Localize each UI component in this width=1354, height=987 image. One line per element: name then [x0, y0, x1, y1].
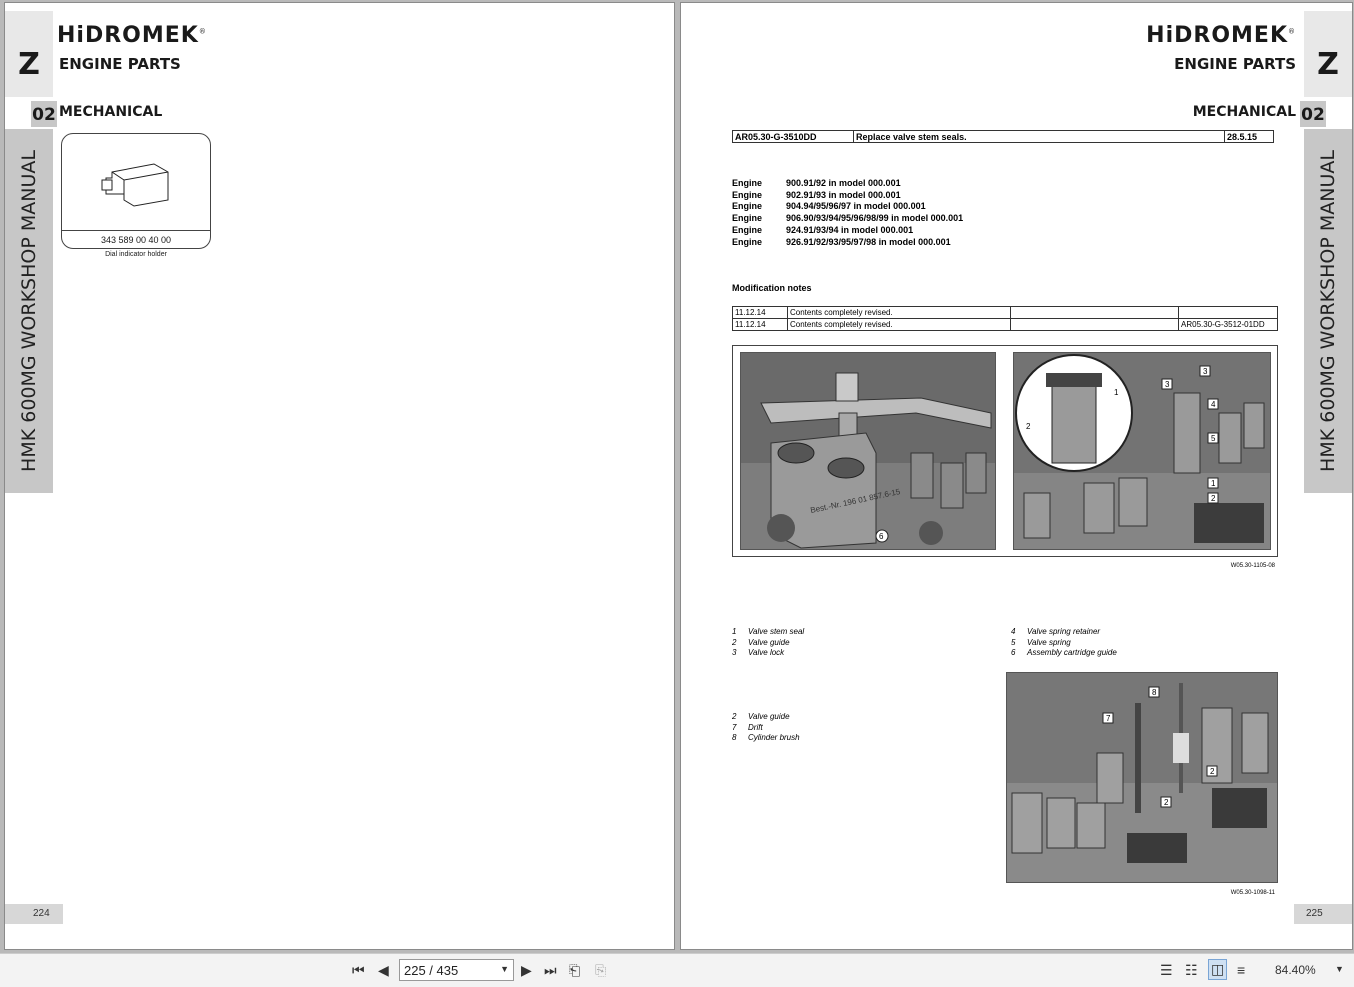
continuous-facing-view-icon[interactable]: ≡ — [1237, 962, 1246, 978]
legend-1-left — [732, 627, 804, 659]
single-page-view-icon[interactable]: ☰ — [1160, 962, 1173, 978]
section-letter: Z — [1304, 11, 1352, 97]
next-page-button[interactable]: ▶ — [521, 962, 532, 978]
side-tab — [5, 129, 53, 493]
viewer-toolbar — [0, 953, 1354, 987]
legend-2 — [732, 712, 800, 744]
table-row: 11.12.14 Contents completely revised. AR05.30-G-3512-01DD — [733, 319, 1278, 331]
engine-row: Engine 924.91/93/94 in model 000.001 — [732, 224, 914, 235]
list-item: 3 Valve lock — [732, 648, 785, 657]
list-item: 2 Valve guide — [732, 712, 790, 721]
page-selector[interactable] — [399, 959, 514, 981]
engine-row: Engine 902.91/93 in model 000.001 — [732, 189, 901, 200]
figure-2-code: W05.30-1098-11 — [1230, 890, 1275, 896]
page-number: 225 — [1294, 904, 1352, 924]
chapter-title: MECHANICAL — [1192, 104, 1296, 120]
section-letter: Z — [5, 11, 53, 97]
figure-1-code: W05.30-1105-08 — [1230, 563, 1275, 569]
callout-2: 2 — [1211, 494, 1216, 503]
two-page-view-icon[interactable]: ◫ — [1208, 959, 1227, 980]
engine-row: Engine 900.91/92 in model 000.001 — [732, 178, 901, 188]
section-title: ENGINE PARTS — [59, 55, 181, 73]
section-title: ENGINE PARTS — [1174, 55, 1296, 73]
callout-1-zoom: 1 — [1114, 388, 1119, 397]
figure-2-photo — [1006, 672, 1278, 883]
page-field: 225 / 435 — [404, 963, 459, 978]
first-page-button[interactable]: ⏮ — [352, 962, 365, 978]
legend-1-right — [1011, 627, 1117, 659]
side-tab — [1304, 129, 1352, 493]
engine-row: Engine 906.90/93/94/95/96/98/99 in model 000.001 — [732, 213, 964, 224]
page-number: 224 — [5, 904, 63, 924]
list-item: 6 Assembly cartridge guide — [1011, 648, 1117, 657]
figure-1-photo-right — [1013, 352, 1271, 550]
right-page — [680, 2, 1353, 950]
modification-heading: Modification notes — [732, 283, 812, 293]
list-item: 1 Valve stem seal — [732, 627, 805, 636]
chapter-title: MECHANICAL — [59, 104, 163, 120]
figure-1 — [732, 345, 1278, 557]
brand-logo: HiDROMEK® — [1146, 23, 1296, 48]
chapter-number: 02 — [1300, 101, 1326, 127]
continuous-view-icon[interactable]: ☷ — [1185, 962, 1198, 978]
list-item: 8 Cylinder brush — [732, 733, 800, 742]
document-header-table — [732, 130, 1274, 143]
next-view-icon[interactable]: ⎘ — [595, 962, 607, 978]
chevron-down-icon[interactable]: ▼ — [500, 964, 509, 974]
zoom-dropdown-icon[interactable]: ▼ — [1335, 964, 1344, 974]
list-item: 2 Valve guide — [732, 637, 790, 647]
manual-title: HMK 600MG WORKSHOP MANUAL — [18, 150, 40, 472]
callout-2b: 2 — [1164, 798, 1169, 807]
zoom-level[interactable]: 84.40% — [1275, 963, 1316, 977]
brand-logo: HiDROMEK® — [57, 23, 207, 48]
tool-caption: Dial indicator holder — [105, 251, 167, 258]
list-item: 4 Valve spring retainer — [1011, 627, 1101, 636]
tool-stamp: Best.-Nr. 196 01 857.6-15 — [809, 487, 902, 515]
callout-3: 3 — [1203, 367, 1208, 376]
engine-list — [732, 178, 963, 248]
list-item: 7 Drift — [732, 722, 763, 732]
list-item: 5 Valve spring — [1011, 637, 1071, 647]
doc-title: Replace valve stem seals. — [854, 131, 1225, 143]
last-page-button[interactable]: ⏭ — [544, 962, 557, 978]
doc-code: AR05.30-G-3510DD — [733, 131, 854, 143]
modification-table — [732, 306, 1278, 331]
callout-1: 1 — [1211, 479, 1216, 488]
figure-1-photo-left — [740, 352, 996, 550]
previous-page-button[interactable]: ◀ — [378, 962, 389, 978]
dial-indicator-holder-image — [62, 134, 210, 230]
engine-row: Engine 904.94/95/96/97 in model 000.001 — [732, 201, 926, 212]
callout-6: 6 — [879, 532, 884, 541]
callout-7: 7 — [1106, 714, 1111, 723]
previous-view-icon[interactable]: ⎗ — [569, 962, 581, 978]
part-number: 343 589 00 40 00 — [100, 235, 172, 245]
callout-4: 4 — [1211, 400, 1216, 409]
callout-5: 5 — [1211, 434, 1216, 443]
left-page — [4, 2, 675, 950]
callout-2-zoom: 2 — [1026, 422, 1031, 431]
chapter-number: 02 — [31, 101, 57, 127]
engine-row: Engine 926.91/92/93/95/97/98 in model 000.001 — [732, 236, 951, 247]
callout-2a: 2 — [1210, 767, 1215, 776]
tool-card — [61, 133, 211, 249]
table-row: 11.12.14 Contents completely revised. — [733, 307, 1278, 319]
callout-8: 8 — [1152, 688, 1157, 697]
doc-date: 28.5.15 — [1225, 131, 1274, 143]
callout-3b: 3 — [1165, 380, 1170, 389]
manual-title: HMK 600MG WORKSHOP MANUAL — [1317, 150, 1339, 472]
